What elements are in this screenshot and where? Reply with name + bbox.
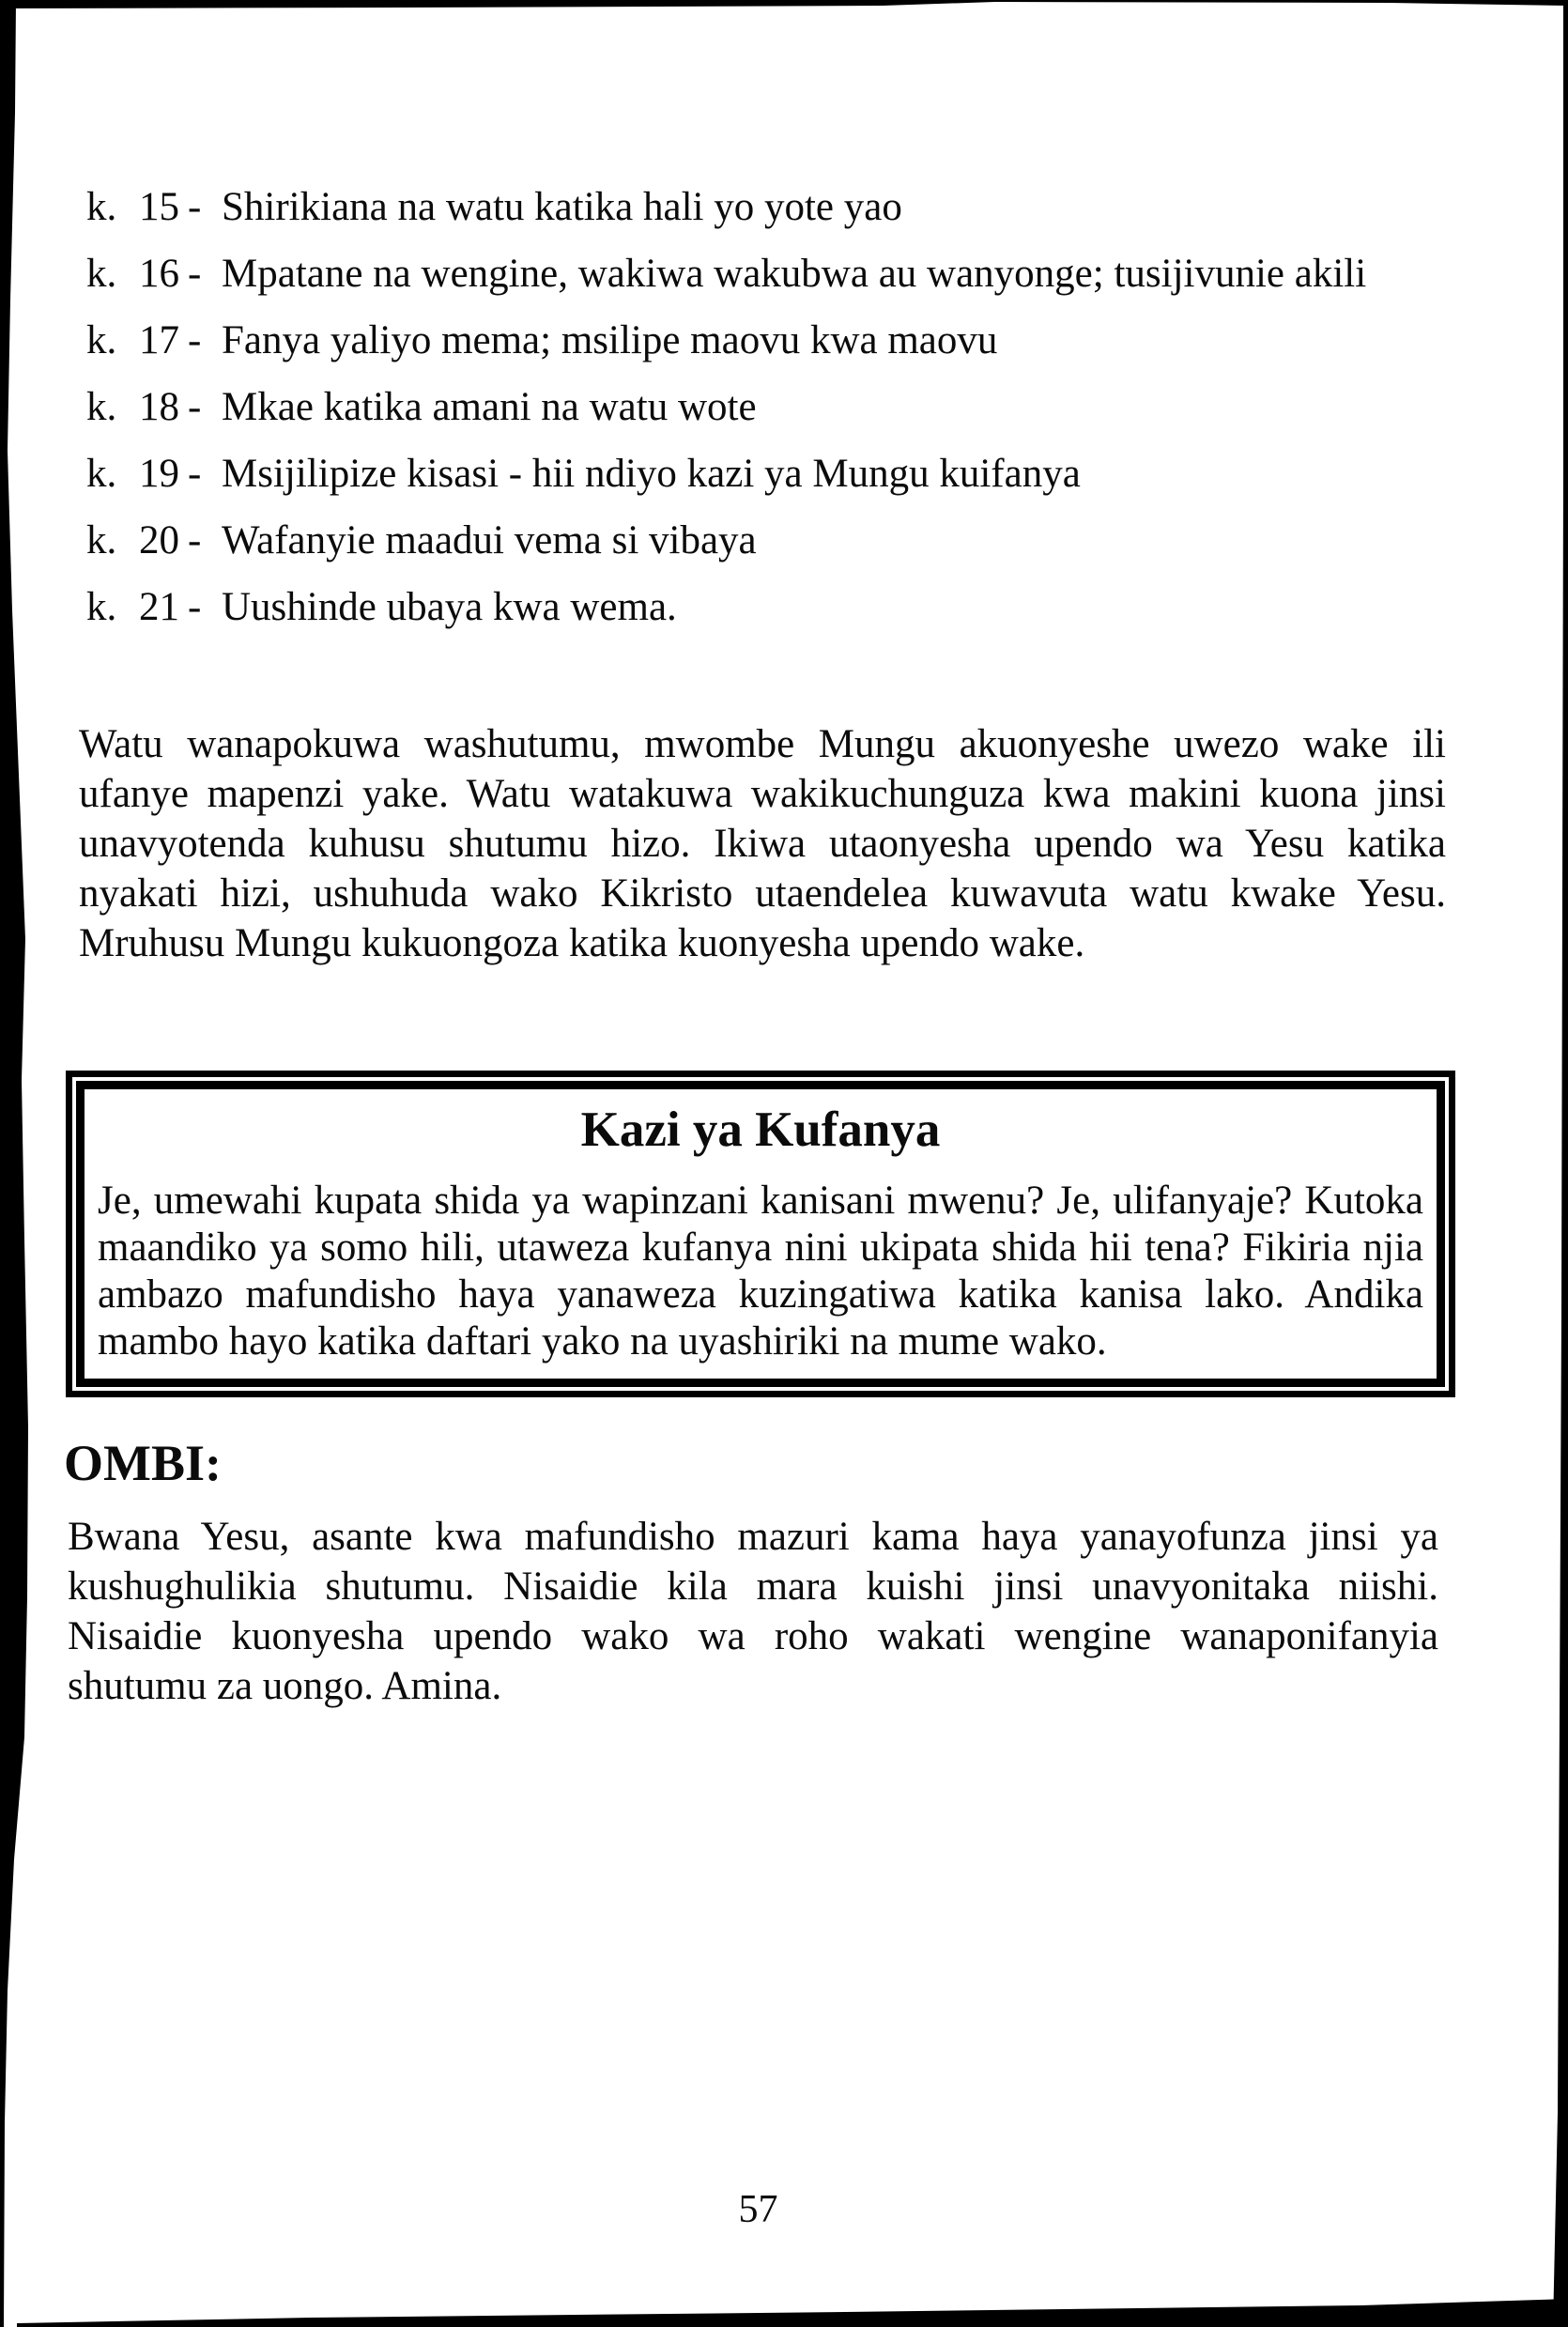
verse-dash: - (188, 252, 202, 296)
bottom-edge-wedge (17, 2299, 1568, 2327)
verse-number: 17 (139, 318, 179, 362)
paragraph-line: mambo hayo katika daftari yako na uyashiriki na mume wako. (98, 1319, 1107, 1364)
verse-text: Wafanyie maadui vema si vibaya (222, 518, 757, 562)
paragraph-line: Bwana Yesu, asante kwa mafundisho mazuri kama haya yanayofunza jinsi ya (68, 1515, 1438, 1559)
paragraph-line: maandiko ya somo hili, utaweza kufanya nini ukipata shida hii tena? Fikiria njia (98, 1225, 1423, 1270)
verse-number: 20 (139, 518, 179, 562)
task-box-body (98, 1178, 1423, 1365)
verse-text: Mpatane na wengine, wakiwa wakubwa au wanyonge; tusijivunie akili (222, 252, 1367, 296)
commentary-paragraph (79, 719, 1446, 968)
prayer-paragraph (68, 1512, 1438, 1711)
paragraph-line: Watu wanapokuwa washutumu, mwombe Mungu akuonyeshe uwezo wake ili (79, 722, 1446, 766)
verse-dash: - (188, 385, 202, 429)
verse-dash: - (188, 452, 202, 496)
paragraph-line: shutumu za uongo. Amina. (68, 1664, 502, 1708)
verse-row (86, 584, 1366, 631)
verse-prefix: k. (86, 185, 117, 229)
verse-number: 18 (139, 385, 179, 429)
verse-row (86, 251, 1366, 298)
verse-prefix: k. (86, 518, 117, 562)
paragraph-line: nyakati hizi, ushuhuda wako Kikristo utaendelea kuwavuta watu kwake Yesu. (79, 871, 1446, 916)
verse-text: Uushinde ubaya kwa wema. (222, 585, 677, 629)
verse-text: Shirikiana na watu katika hali yo yote yao (222, 185, 902, 229)
verse-prefix: k. (86, 385, 117, 429)
verse-row (86, 184, 1366, 231)
verse-row (86, 451, 1366, 498)
right-edge-line (1553, 0, 1568, 2327)
verse-dash: - (188, 518, 202, 562)
verse-prefix: k. (86, 318, 117, 362)
paragraph-line: Mruhusu Mungu kukuongoza katika kuonyesha upendo wake. (79, 921, 1085, 965)
verse-row (86, 517, 1366, 564)
verse-number: 15 (139, 185, 179, 229)
top-edge-bar (0, 0, 1568, 8)
verse-number: 16 (139, 252, 179, 296)
verse-row (86, 384, 1366, 431)
paragraph-line: Nisaidie kuonyesha upendo wako wa roho wakati wengine wanaponifanyia (68, 1614, 1438, 1658)
verse-dash: - (188, 585, 202, 629)
verse-row (86, 317, 1366, 364)
task-box-inner-frame (76, 1081, 1445, 1387)
verse-number: 21 (139, 585, 179, 629)
prayer-heading: OMBI: (64, 1435, 222, 1491)
verse-prefix: k. (86, 585, 117, 629)
verse-text: Fanya yaliyo mema; msilipe maovu kwa maovu (222, 318, 998, 362)
verse-text: Msijilipize kisasi - hii ndiyo kazi ya Mungu kuifanya (222, 452, 1081, 496)
paragraph-line: ufanye mapenzi yake. Watu watakuwa wakikuchunguza kwa makini kuona jinsi (79, 772, 1446, 816)
verse-list (86, 184, 1366, 651)
paragraph-line: ambazo mafundisho haya yanaweza kuzingatiwa katika kanisa lako. Andika (98, 1272, 1423, 1317)
verse-text: Mkae katika amani na watu wote (222, 385, 757, 429)
verse-number: 19 (139, 452, 179, 496)
paragraph-line: kushughulikia shutumu. Nisaidie kila mara kuishi jinsi unavyonitaka niishi. (68, 1564, 1438, 1609)
task-box-title: Kazi ya Kufanya (580, 1102, 941, 1157)
verse-dash: - (188, 185, 202, 229)
verse-prefix: k. (86, 452, 117, 496)
task-box (66, 1071, 1455, 1397)
page-number: 57 (738, 2188, 778, 2231)
paragraph-line: Je, umewahi kupata shida ya wapinzani kanisani mwenu? Je, ulifanyaje? Kutoka (98, 1179, 1423, 1223)
left-edge-bar (0, 0, 28, 2327)
verse-prefix: k. (86, 252, 117, 296)
verse-dash: - (188, 318, 202, 362)
paragraph-line: unavyotenda kuhusu shutumu hizo. Ikiwa utaonyesha upendo wa Yesu katika (79, 822, 1446, 866)
